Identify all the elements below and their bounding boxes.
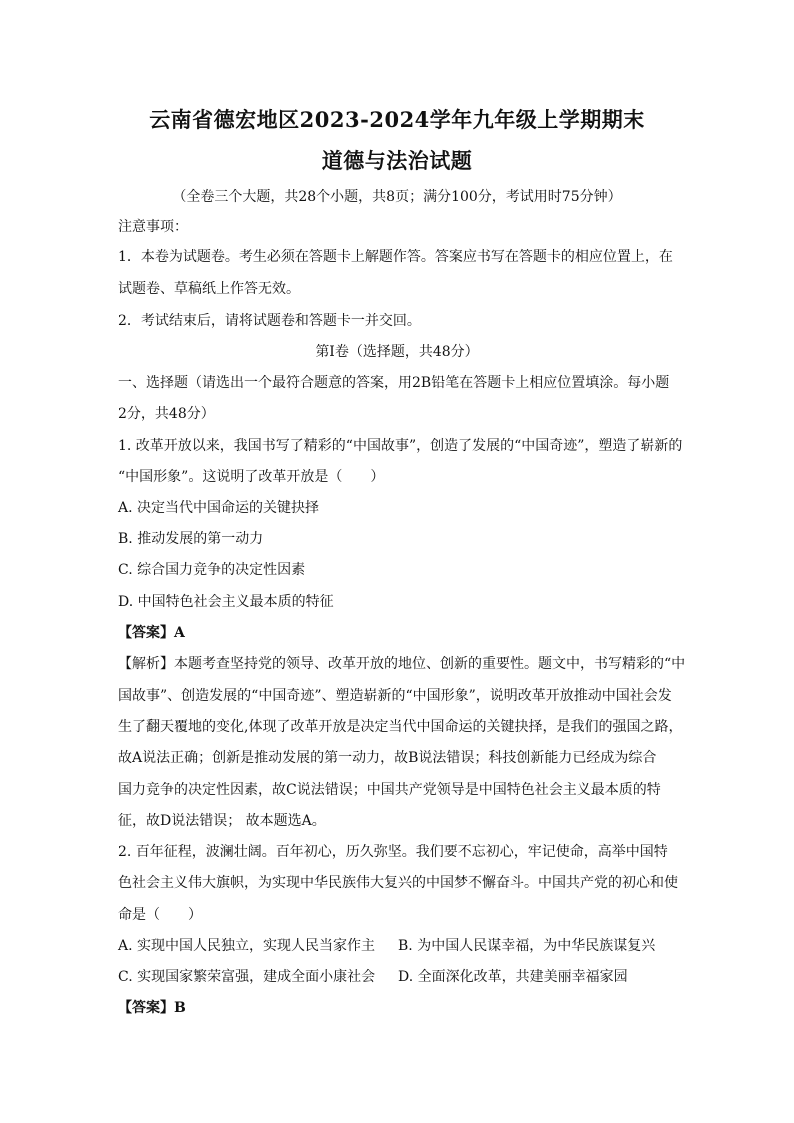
part-heading: 第Ⅰ卷（选择题，共48分） xyxy=(315,344,479,360)
question-2-option-d: D. 全面深化改革，共建美丽幸福家园 xyxy=(398,969,628,985)
question-1-option-c: C. 综合国力竞争的决定性因素 xyxy=(118,562,306,578)
question-1-stem-line-2: “中国形象”。这说明了改革开放是（ ） xyxy=(118,469,385,485)
question-1-analysis-line-1: 【解析】本题考查坚持党的领导、改革开放的地位、创新的重要性。题文中，书写精彩的“中 xyxy=(118,656,686,672)
note-1-line-1: 1．本卷为试题卷。考生必须在答题卡上解题作答。答案应书写在答题卡的相应位置上，在 xyxy=(118,249,673,265)
question-1-stem-line-1: 1. 改革开放以来，我国书写了精彩的“中国故事”，创造了发展的“中国奇迹”，塑造了崭新的 xyxy=(118,438,683,454)
notes-heading: 注意事项： xyxy=(118,219,188,235)
question-1-analysis-line-6: 征，故D说法错误； 故本题选A。 xyxy=(118,813,326,829)
question-1-analysis-line-3: 生了翻天覆地的变化,体现了改革开放是决定当代中国命运的关键抉择，是我们的强国之路， xyxy=(118,719,683,735)
section-heading-line-2: 2分，共48分） xyxy=(118,406,215,422)
question-2-answer: 【答案】B xyxy=(118,1000,186,1016)
question-1-answer: 【答案】A xyxy=(118,625,185,641)
question-1-analysis-line-5: 国力竞争的决定性因素，故C说法错误；中国共产党领导是中国特色社会主义最本质的特 xyxy=(118,782,661,798)
question-2-option-b: B. 为中国人民谋幸福，为中华民族谋复兴 xyxy=(398,938,656,954)
note-1-line-2: 试题卷、草稿纸上作答无效。 xyxy=(118,281,300,297)
question-1-option-a: A. 决定当代中国命运的关键抉择 xyxy=(118,500,320,516)
section-heading-line-1: 一、选择题（请选出一个最符合题意的答案，用2B铅笔在答题卡上相应位置填涂。每小题 xyxy=(118,375,670,391)
question-2-stem-line-2: 色社会主义伟大旗帜，为实现中华民族伟大复兴的中国梦不懈奋斗。中国共产党的初心和使 xyxy=(118,875,678,891)
exam-info: （全卷三个大题，共28个小题，共8页；满分100分，考试用时75分钟） xyxy=(172,189,622,205)
document-title: 云南省德宏地区2023-2024学年九年级上学期期末 xyxy=(149,107,645,132)
note-2: 2．考试结束后，请将试题卷和答题卡一并交回。 xyxy=(118,313,421,329)
question-1-option-b: B. 推动发展的第一动力 xyxy=(118,531,264,547)
question-1-analysis-line-4: 故A说法正确；创新是推动发展的第一动力，故B说法错误；科技创新能力已经成为综合 xyxy=(118,750,657,766)
question-2-option-a: A. 实现中国人民独立，实现人民当家作主 xyxy=(118,938,376,954)
question-1-analysis-line-2: 国故事”、创造发展的“中国奇迹”、塑造崭新的“中国形象”，说明改革开放推动中国社会发 xyxy=(118,688,672,704)
question-2-option-c: C. 实现国家繁荣富强，建成全面小康社会 xyxy=(118,969,376,985)
question-2-stem-line-3: 命是（ ） xyxy=(118,907,202,923)
document-subtitle: 道德与法治试题 xyxy=(321,148,473,173)
question-2-stem-line-1: 2. 百年征程，波澜壮阔。百年初心，历久弥坚。我们要不忘初心，牢记使命，高举中国特 xyxy=(118,844,668,860)
question-1-option-d: D. 中国特色社会主义最本质的特征 xyxy=(118,594,334,610)
